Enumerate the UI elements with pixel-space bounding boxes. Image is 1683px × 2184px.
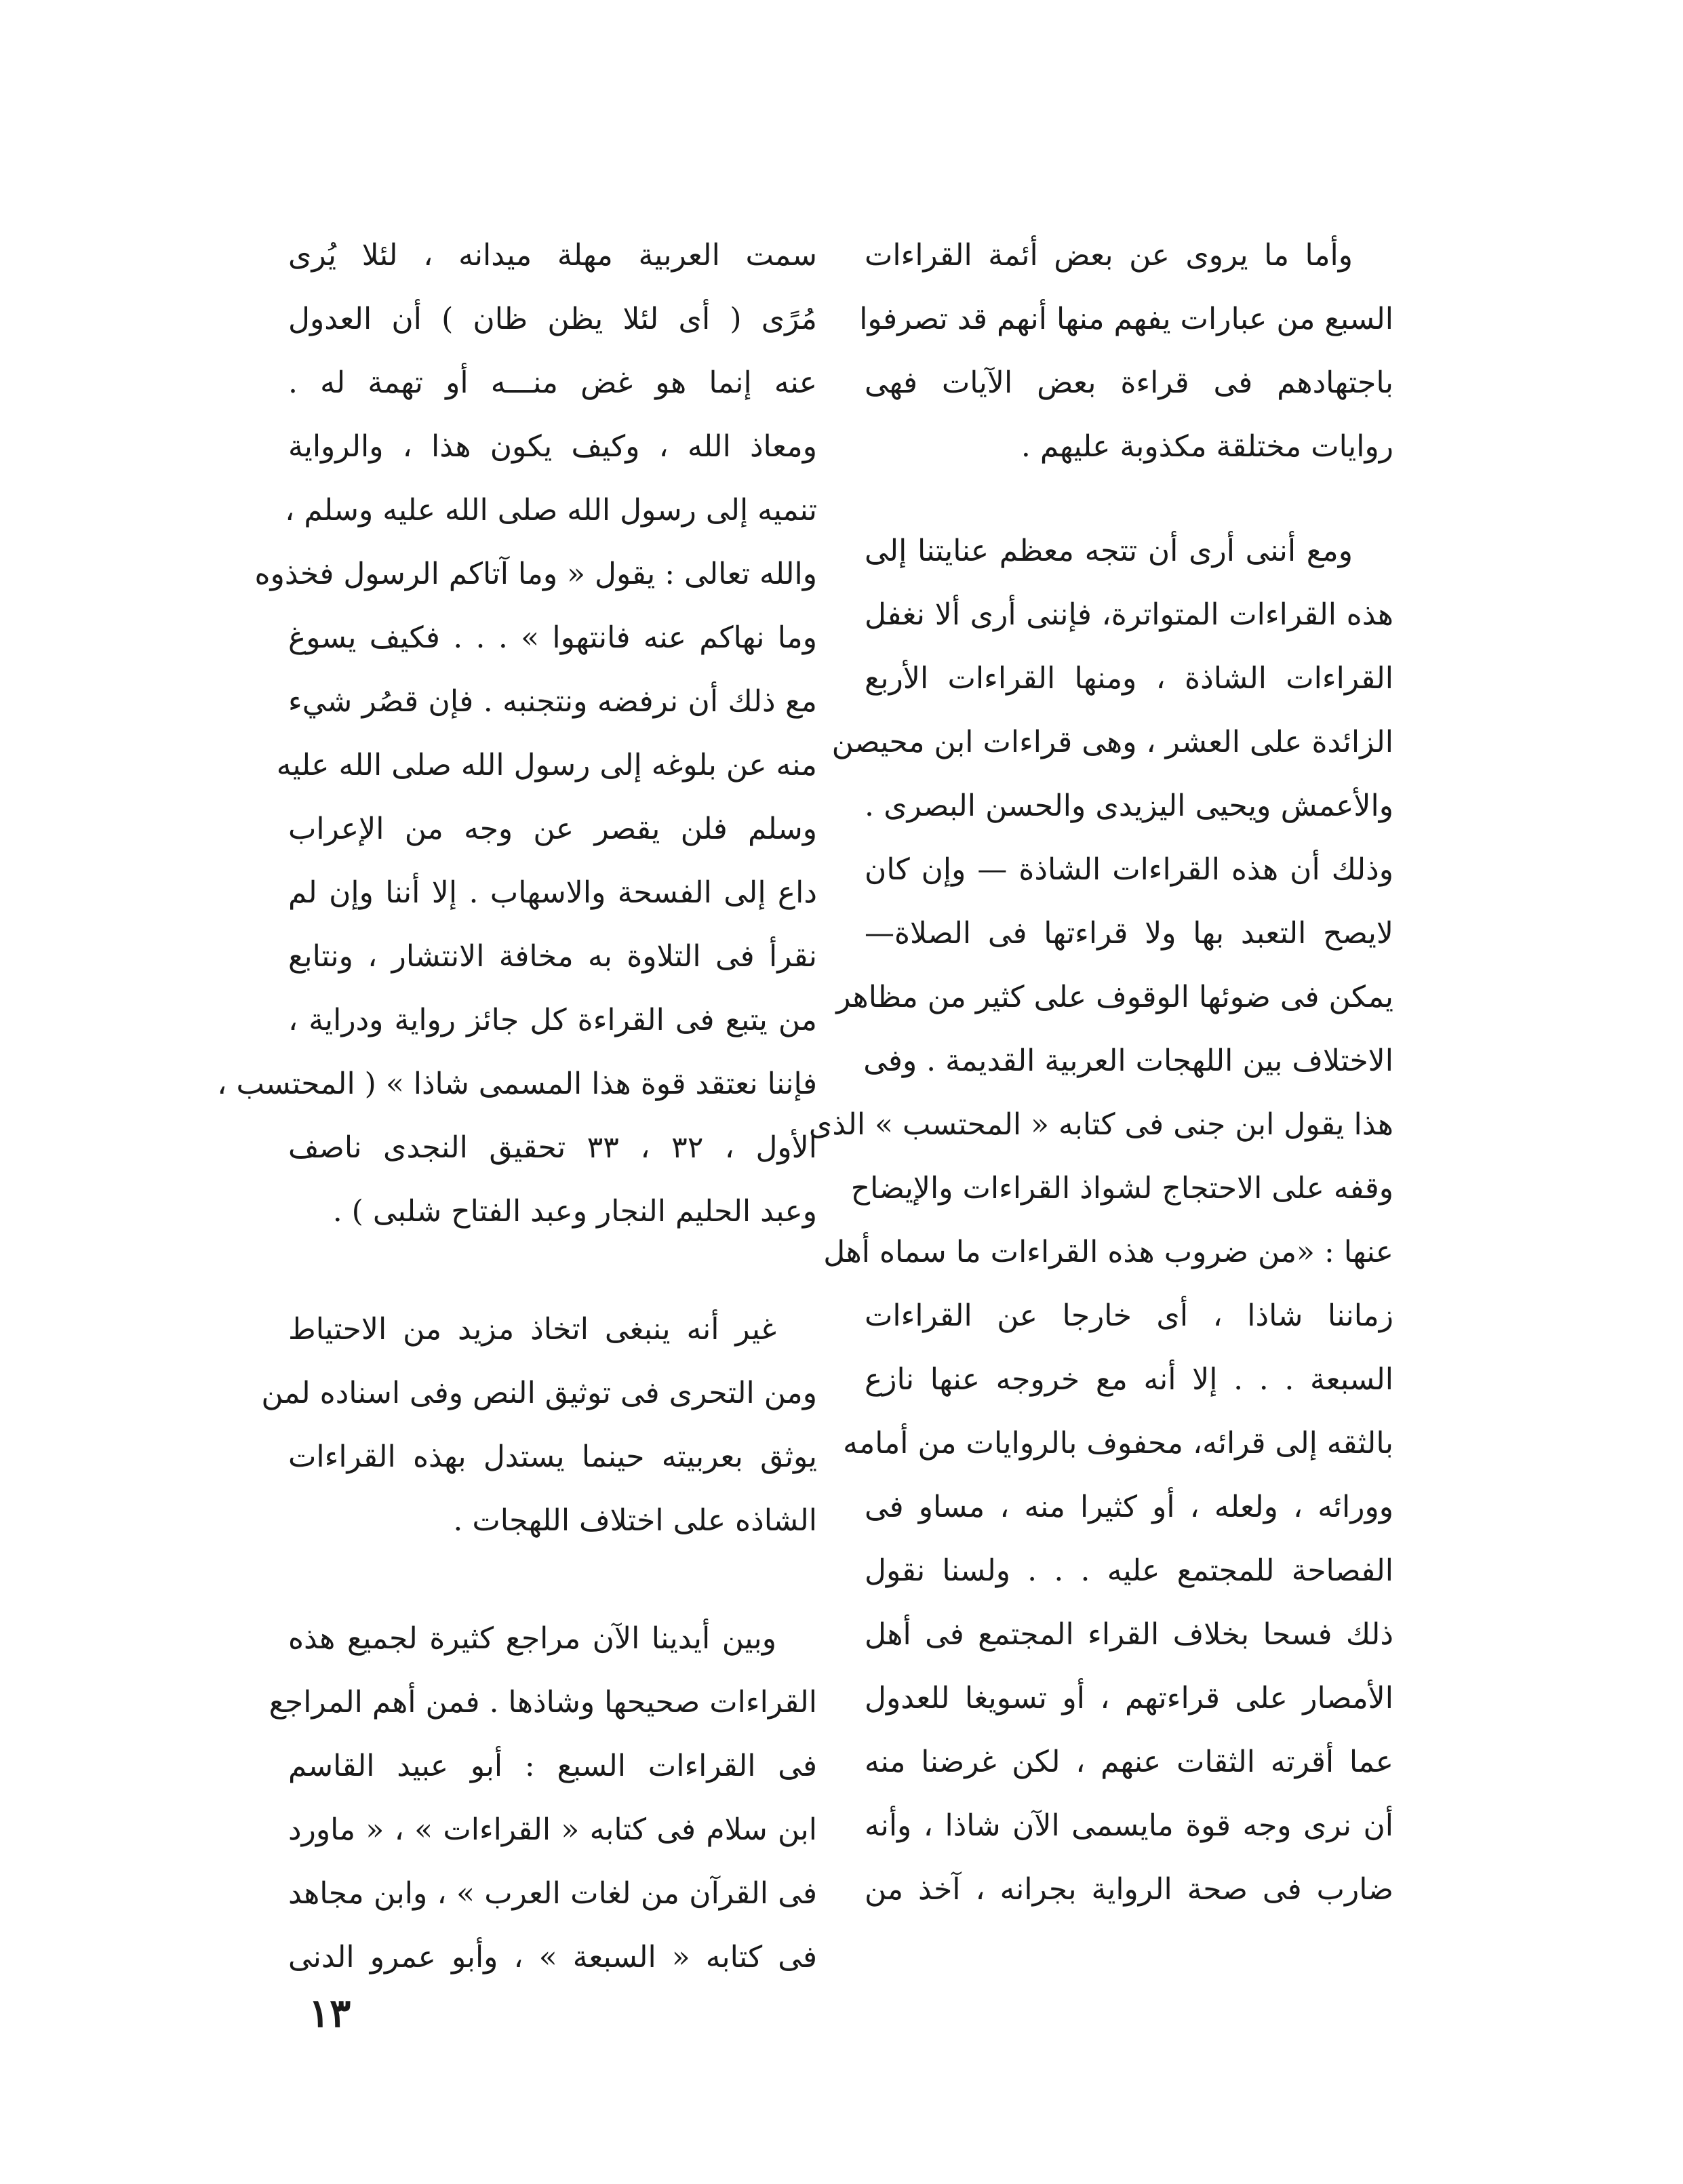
text-line: منه عن بلوغه إلى رسول الله صلى الله عليه: [276, 748, 817, 782]
text-line: والأعمش ويحيى اليزيدى والحسن البصرى .: [865, 789, 1393, 823]
text-line: القراءات الشاذة ، ومنها القراءات الأربع: [865, 661, 1393, 696]
paragraph: [217, 224, 817, 1244]
text-line: فى كتابه « السبعة » ، وأبو عمرو الدنى: [288, 1940, 817, 1974]
text-line: ابن سلام فى كتابه « القراءات » ، « ماورد: [288, 1812, 817, 1847]
text-line: الأول ، ٣٢ ، ٣٣ تحقيق النجدى ناصف: [288, 1130, 817, 1165]
text-line: يوثق بعربيته حينما يستدل بهذه القراءات: [288, 1440, 817, 1474]
text-line: هذه القراءات المتواترة، فإننى أرى ألا نغفل: [865, 597, 1393, 632]
text-line: وقفه على الاحتجاج لشواذ القراءات والإيضاح: [850, 1171, 1393, 1206]
text-line: القراءات صحيحها وشاذها . فمن أهم المراجع: [269, 1685, 817, 1720]
text-line: فإننا نعتقد قوة هذا المسمى شاذا » ( المحتسب ،: [217, 1067, 817, 1101]
text-line: والله تعالى : يقول « وما آتاكم الرسول فخذوه: [254, 557, 817, 591]
text-line: السبعة . . . إلا أنه مع خروجه عنها نازع: [865, 1362, 1393, 1397]
paragraph: [808, 519, 1393, 1922]
text-line: تنميه إلى رسول الله صلى الله عليه وسلم ،: [285, 493, 817, 528]
page-number: ١٣: [309, 1990, 351, 2036]
text-line: عنه إنما هو غض منـــه أو تهمة له .: [288, 365, 817, 400]
text-line: عما أقرته الثقات عنهم ، لكن غرضنا منه: [865, 1745, 1393, 1779]
text-line: ذلك فسحا بخلاف القراء المجتمع فى أهل: [865, 1617, 1393, 1652]
paragraph: [261, 1298, 817, 1553]
paragraph: [269, 1607, 817, 1989]
text-column-left: [217, 224, 817, 1989]
text-line: مع ذلك أن نرفضه ونتجنبه . فإن قصُر شيء: [288, 684, 817, 719]
text-line: السبع من عبارات يفهم منها أنهم قد تصرفوا: [859, 302, 1393, 336]
text-line: فى القرآن من لغات العرب » ، وابن مجاهد: [288, 1876, 817, 1911]
text-line: وأما ما يروى عن بعض أئمة القراءات: [865, 238, 1353, 273]
paragraph: [859, 224, 1393, 479]
text-line: مُرًى ( أى لئلا يظن ظان ) أن العدول: [288, 302, 817, 336]
text-line: وعبد الحليم النجار وعبد الفتاح شلبى ) .: [332, 1194, 817, 1229]
text-line: الاختلاف بين اللهجات العربية القديمة . وفى: [863, 1044, 1393, 1078]
text-line: روايات مختلقة مكذوبة عليهم .: [1021, 429, 1393, 464]
text-line: زماننا شاذا ، أى خارجا عن القراءات: [865, 1298, 1393, 1333]
text-line: الأمصار على قراءتهم ، أو تسويغا للعدول: [865, 1681, 1393, 1715]
text-line: الزائدة على العشر ، وهى قراءات ابن محيصن: [831, 725, 1393, 759]
text-line: نقرأ فى التلاوة به مخافة الانتشار ، ونتابع: [288, 939, 817, 974]
text-line: غير أنه ينبغى اتخاذ مزيد من الاحتياط: [288, 1312, 776, 1347]
text-line: وورائه ، ولعله ، أو كثيرا منه ، مساو فى: [865, 1490, 1393, 1524]
text-line: الشاذه على اختلاف اللهجات .: [453, 1503, 817, 1538]
text-line: وما نهاكم عنه فانتهوا » . . . فكيف يسوغ: [288, 620, 817, 655]
text-line: بالثقه إلى قرائه، محفوف بالروايات من أمامه: [843, 1426, 1393, 1461]
text-line: فى القراءات السبع : أبو عبيد القاسم: [288, 1749, 817, 1783]
text-line: يمكن فى ضوئها الوقوف على كثير من مظاهر: [836, 980, 1393, 1014]
text-line: باجتهادهم فى قراءة بعض الآيات فهى: [865, 365, 1393, 400]
text-line: ومعاذ الله ، وكيف يكون هذا ، والرواية: [288, 429, 817, 464]
text-line: لايصح التعبد بها ولا قراءتها فى الصلاة—: [865, 916, 1393, 951]
text-line: الفصاحة للمجتمع عليه . . . ولسنا نقول: [865, 1553, 1393, 1588]
text-line: هذا يقول ابن جنى فى كتابه « المحتسب » الذى: [808, 1107, 1393, 1142]
text-line: من يتبع فى القراءة كل جائز رواية ودراية ،: [288, 1003, 817, 1037]
text-line: وبين أيدينا الآن مراجع كثيرة لجميع هذه: [288, 1621, 776, 1656]
text-line: سمت العربية مهلة ميدانه ، لئلا يُرى: [288, 238, 817, 273]
text-line: داع إلى الفسحة والاسهاب . إلا أننا وإن لم: [288, 875, 817, 910]
text-line: وسلم فلن يقصر عن وجه من الإعراب: [288, 812, 817, 846]
text-line: وذلك أن هذه القراءات الشاذة — وإن كان: [865, 852, 1393, 887]
text-line: ضارب فى صحة الرواية بجرانه ، آخذ من: [865, 1872, 1393, 1907]
text-line: عنها : «من ضروب هذه القراءات ما سماه أهل: [823, 1235, 1393, 1269]
text-line: ومن التحرى فى توثيق النص وفى اسناده لمن: [261, 1376, 817, 1410]
text-column-right: [808, 224, 1393, 1922]
text-line: ومع أننى أرى أن تتجه معظم عنايتنا إلى: [865, 534, 1353, 568]
text-line: أن نرى وجه قوة مايسمى الآن شاذا ، وأنه: [865, 1808, 1393, 1843]
